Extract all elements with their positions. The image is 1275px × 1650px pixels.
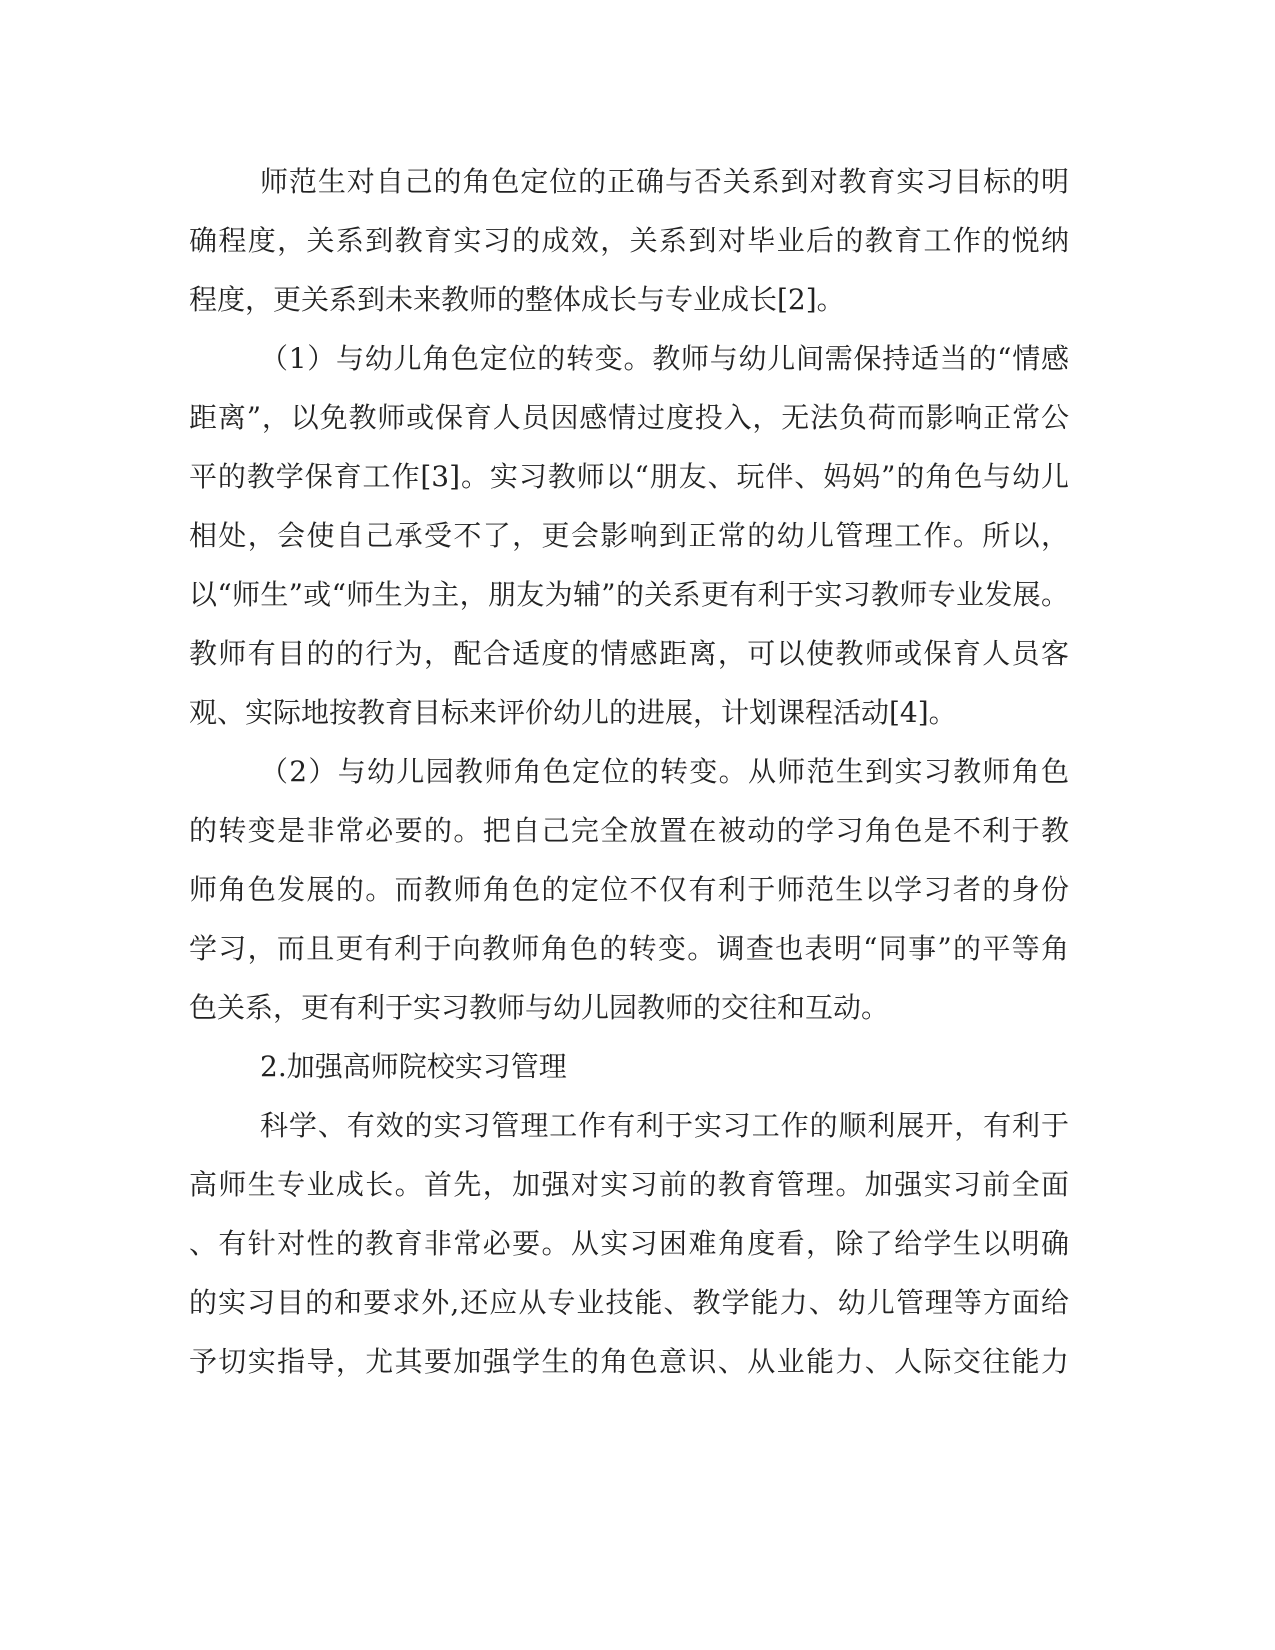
paragraph-4-line-1: 科学、有效的实习管理工作有利于实习工作的顺利展开，有利于 — [260, 1109, 1069, 1142]
paragraph-1-line-3: 程度，更关系到未来教师的整体成长与专业成长[2]。 — [189, 283, 845, 316]
section-heading: 2.加强高师院校实习管理 — [260, 1050, 567, 1083]
paragraph-3-line-4: 学习，而且更有利于向教师角色的转变。调查也表明“同事”的平等角 — [189, 932, 1069, 965]
paragraph-4-line-5: 予切实指导，尤其要加强学生的角色意识、从业能力、人际交往能力 — [189, 1345, 1069, 1378]
paragraph-2-line-4: 相处，会使自己承受不了，更会影响到正常的幼儿管理工作。所以， — [189, 519, 1069, 552]
paragraph-2-line-5: 以“师生”或“师生为主，朋友为辅”的关系更有利于实习教师专业发展。 — [189, 578, 1069, 611]
paragraph-3-line-2: 的转变是非常必要的。把自己完全放置在被动的学习角色是不利于教 — [189, 814, 1069, 847]
paragraph-2-line-3: 平的教学保育工作[3]。实习教师以“朋友、玩伴、妈妈”的角色与幼儿 — [189, 460, 1069, 493]
paragraph-2-line-6: 教师有目的的行为，配合适度的情感距离，可以使教师或保育人员客 — [189, 637, 1069, 670]
paragraph-4-line-3: 、有针对性的教育非常必要。从实习困难角度看，除了给学生以明确 — [189, 1227, 1069, 1260]
paragraph-4-line-4: 的实习目的和要求外,还应从专业技能、教学能力、幼儿管理等方面给 — [189, 1286, 1069, 1319]
paragraph-2-line-7: 观、实际地按教育目标来评价幼儿的进展，计划课程活动[4]。 — [189, 696, 957, 729]
paragraph-3-line-3: 师角色发展的。而教师角色的定位不仅有利于师范生以学习者的身份 — [189, 873, 1069, 906]
paragraph-3-line-1: （2）与幼儿园教师角色定位的转变。从师范生到实习教师角色 — [260, 755, 1069, 788]
paragraph-2-line-2: 距离”，以免教师或保育人员因感情过度投入，无法负荷而影响正常公 — [189, 401, 1069, 434]
paragraph-1-line-2: 确程度，关系到教育实习的成效，关系到对毕业后的教育工作的悦纳 — [189, 224, 1069, 257]
paragraph-3-line-5: 色关系，更有利于实习教师与幼儿园教师的交往和互动。 — [189, 991, 890, 1024]
paragraph-2-line-1: （1）与幼儿角色定位的转变。教师与幼儿间需保持适当的“情感 — [260, 342, 1069, 375]
paragraph-4-line-2: 高师生专业成长。首先，加强对实习前的教育管理。加强实习前全面 — [189, 1168, 1069, 1201]
paragraph-1-line-1: 师范生对自己的角色定位的正确与否关系到对教育实习目标的明 — [260, 165, 1069, 198]
